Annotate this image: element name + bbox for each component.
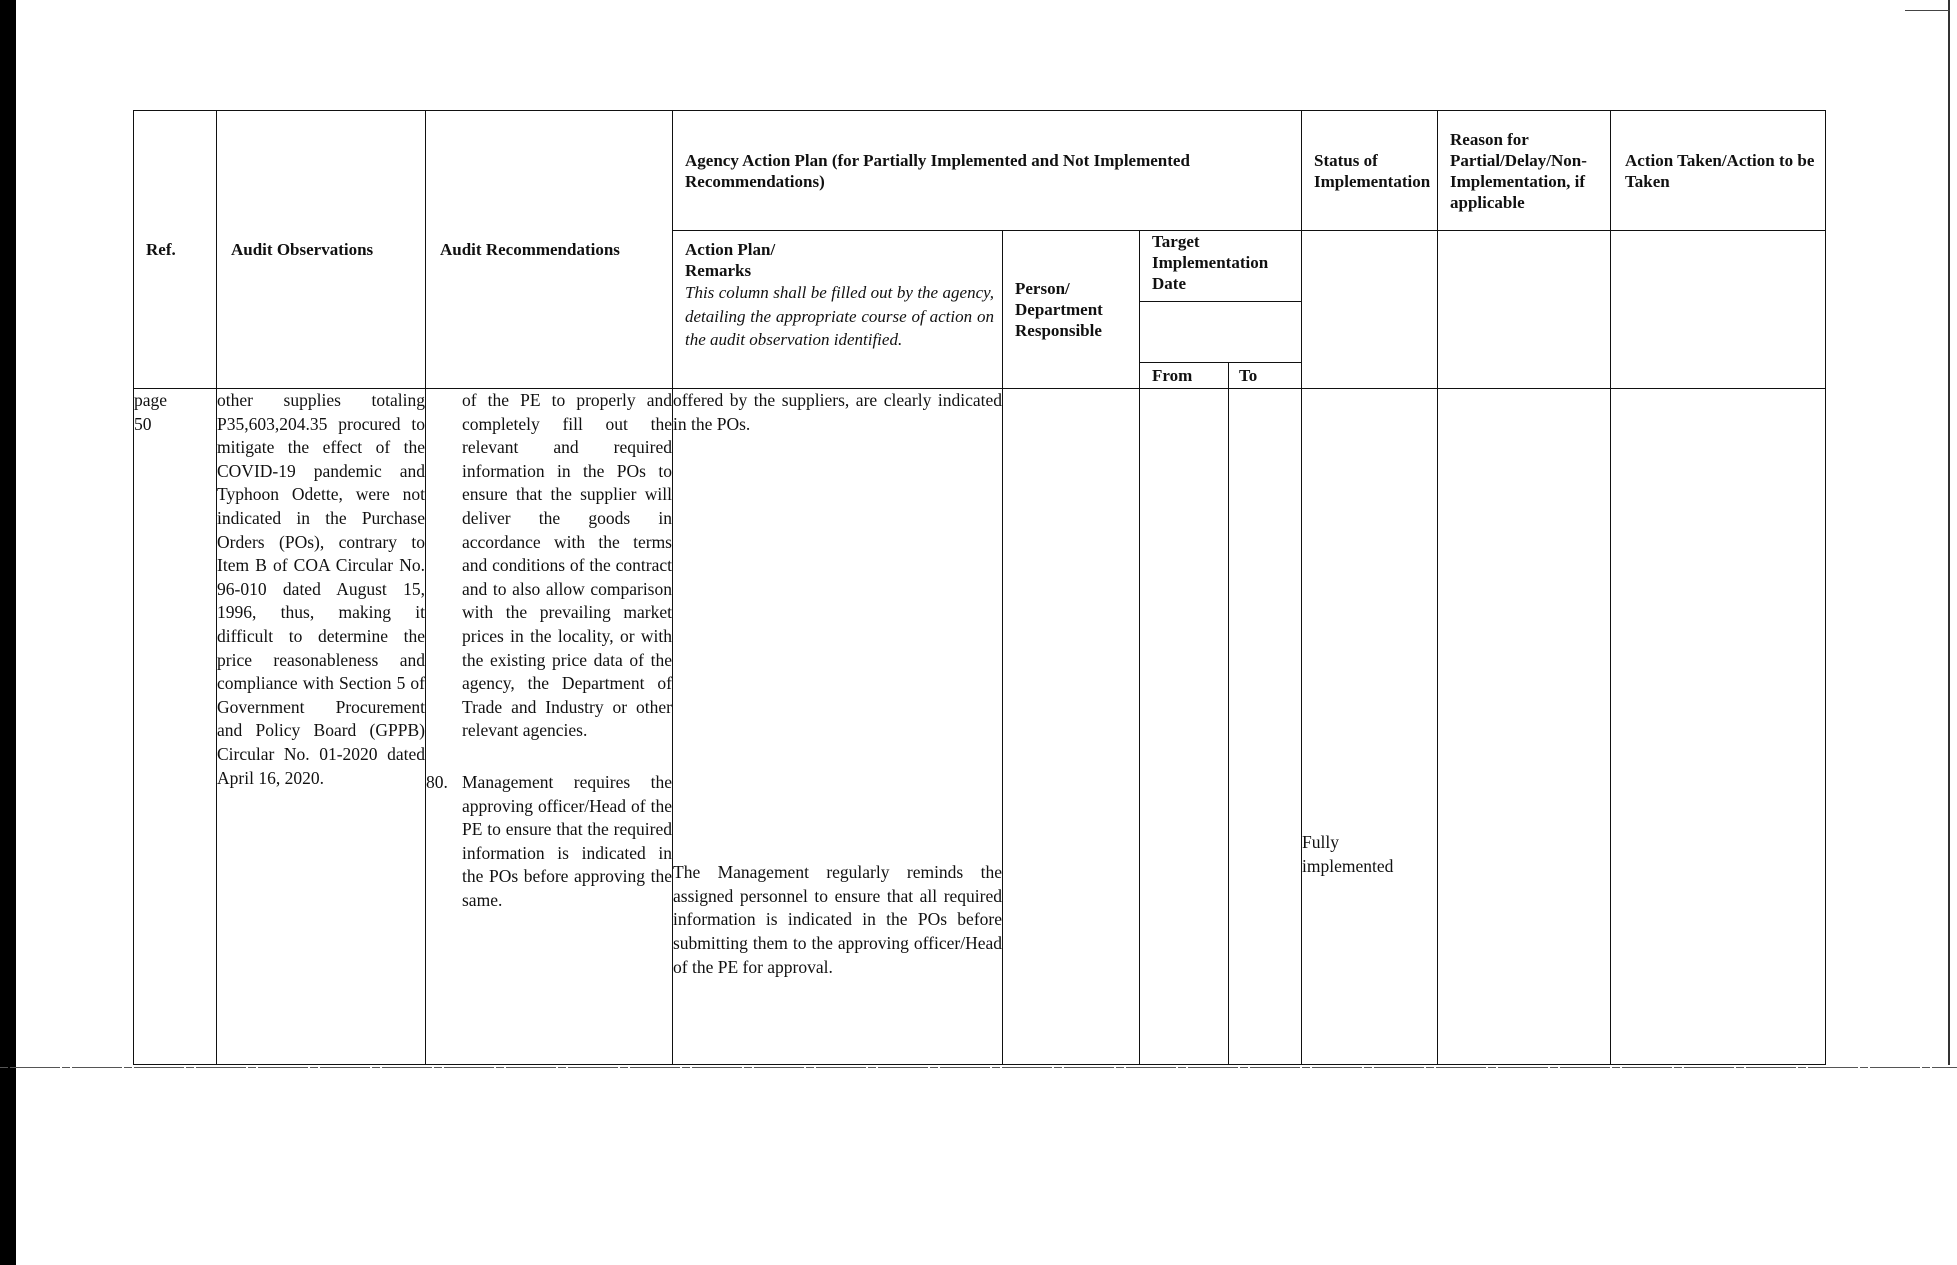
cell-action-plan bbox=[673, 389, 1003, 1065]
cell-to-date bbox=[1229, 389, 1302, 1065]
col-header-to: To bbox=[1229, 363, 1302, 389]
reason-header-filler bbox=[1438, 231, 1611, 389]
scan-edge-shadow bbox=[0, 0, 16, 1265]
scan-edge-rule bbox=[1948, 0, 1950, 1065]
col-header-action-plan bbox=[673, 231, 1003, 389]
col-header-action-taken: Action Taken/Action to be Taken bbox=[1611, 111, 1826, 231]
scan-mark bbox=[1905, 10, 1950, 11]
action-plan-80-text: The Management regularly reminds the assigned personnel to ensure that all required information is indicated in the POs before submitting them to the approving officer/Head of the PE for approval. bbox=[673, 862, 1002, 977]
col-header-status: Status of Implementation bbox=[1302, 111, 1438, 231]
audit-observation-text: other supplies totaling P35,603,204.35 procured to mitigate the effect of the COVID-19 pandemic and Typhoon Odette, were not indicated in the Purchase Orders (POs), contrary to Item B of COA Circular No. 96-010 dated August 15, 1996, thus, making it difficult to determine the price reasonableness and compliance with Section 5 of Government Procurement and Policy Board (GPPB) Circular No. 01-2020 dated April 16, 2020. bbox=[217, 390, 425, 788]
action-plan-continued-text: offered by the suppliers, are clearly indicated in the POs. bbox=[673, 390, 1002, 434]
action-plan-title: Action Plan/ bbox=[685, 240, 776, 259]
col-header-agency-action-plan: Agency Action Plan (for Partially Implemented and Not Implemented Recommendations) bbox=[673, 111, 1302, 231]
cell-from-date bbox=[1140, 389, 1229, 1065]
cell-action-taken bbox=[1611, 389, 1826, 1065]
recommendation-number: 80. bbox=[426, 771, 448, 792]
action-taken-header-filler bbox=[1611, 231, 1826, 389]
table-row bbox=[134, 389, 1826, 1065]
status-value: Fully implemented bbox=[1302, 832, 1394, 876]
col-header-from: From bbox=[1140, 363, 1229, 389]
cell-ref bbox=[134, 389, 217, 1065]
col-header-person-department: Person/ Department Responsible bbox=[1003, 231, 1140, 389]
col-header-target-date: Target Implementation Date bbox=[1140, 231, 1302, 363]
recommendation-80-text: Management requires the approving officer/Head of the PE to ensure that the required information is indicated in the POs before approving the same. bbox=[462, 771, 672, 910]
cell-status bbox=[1302, 389, 1438, 1065]
cell-audit-observation bbox=[217, 389, 426, 1065]
status-header-filler bbox=[1302, 231, 1438, 389]
cell-person-department bbox=[1003, 389, 1140, 1065]
header-row-1 bbox=[134, 111, 1826, 231]
col-header-audit-recommendations: Audit Recommendations bbox=[426, 111, 673, 389]
cell-audit-recommendation bbox=[426, 389, 673, 1065]
recommendation-item-80 bbox=[426, 771, 672, 913]
cell-reason bbox=[1438, 389, 1611, 1065]
action-plan-remarks-label: Remarks bbox=[685, 261, 752, 280]
col-header-ref: Ref. bbox=[134, 111, 217, 389]
action-plan-instruction: This column shall be filled out by the agency, detailing the appropriate course of action on the audit observation identified. bbox=[685, 283, 994, 349]
audit-action-plan-table bbox=[133, 110, 1826, 1065]
recommendation-continued-text: of the PE to properly and completely fill out the relevant and required information in the POs to ensure that the supplier will deliver the goods in accordance with the terms and conditions of the contract and to also allow comparison with the prevailing market prices in the locality, or with the existing price data of the agency, the Department of Trade and Industry or other relevant agencies. bbox=[462, 390, 672, 741]
ref-value: page 50 bbox=[134, 390, 168, 434]
col-header-reason: Reason for Partial/Delay/Non-Implementation, if applicable bbox=[1438, 111, 1611, 231]
scan-bottom-rule bbox=[0, 1067, 1957, 1068]
col-header-audit-observations: Audit Observations bbox=[217, 111, 426, 389]
